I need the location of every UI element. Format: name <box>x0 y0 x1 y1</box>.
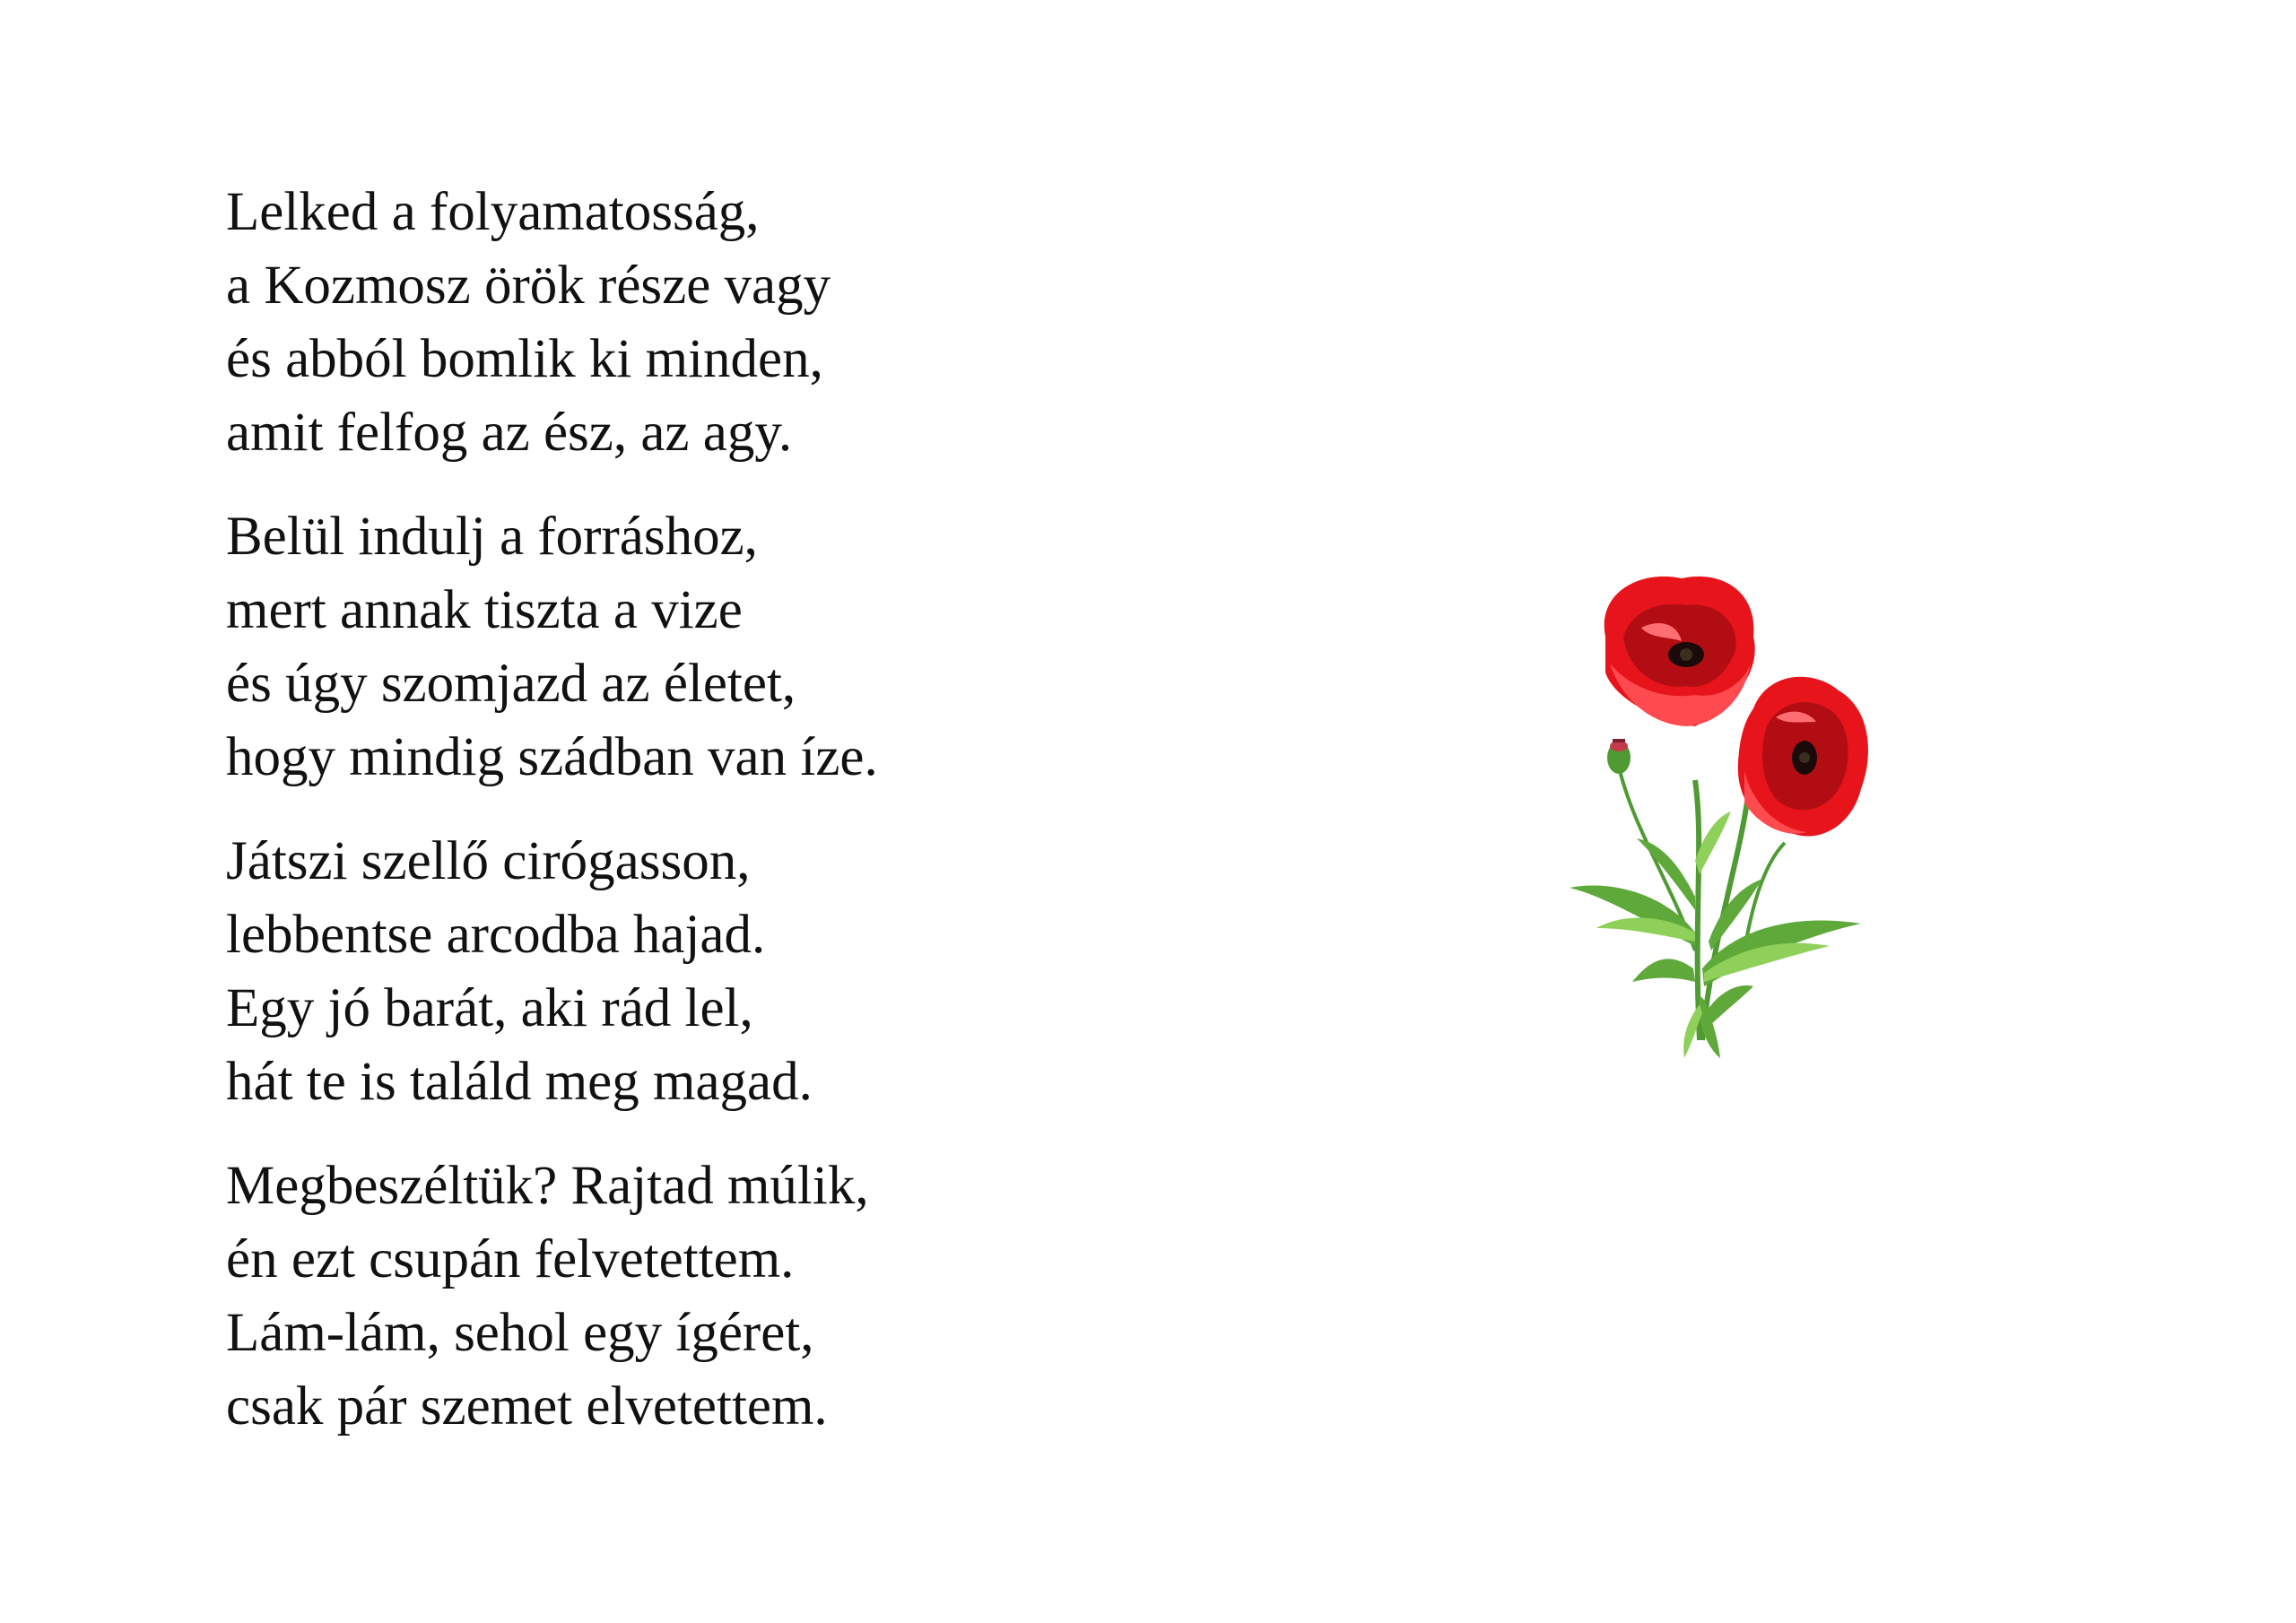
poem-line: Megbeszéltük? Rajtad múlik, <box>226 1156 869 1216</box>
poem-line: Lám-lám, sehol egy ígéret, <box>226 1303 814 1363</box>
poem-line: amit felfog az ész, az agy. <box>226 403 793 463</box>
poem-line: Egy jó barát, aki rád lel, <box>226 978 753 1038</box>
poem <box>226 176 878 1474</box>
poem-line: lebbentse arcodba hajad. <box>226 905 766 965</box>
poem-line: a Kozmosz örök része vagy <box>226 256 831 316</box>
poem-line: Belül indulj a forráshoz, <box>226 507 758 567</box>
poppy-flowers-icon <box>1561 574 1901 1076</box>
poem-line: Lelked a folyamatosság, <box>226 182 760 242</box>
stanza-1 <box>226 176 878 470</box>
poem-line: hát te is találd meg magad. <box>226 1052 813 1112</box>
poem-line: én ezt csupán felvetettem. <box>226 1229 795 1289</box>
stanza-4 <box>226 1150 878 1444</box>
poem-line: mert annak tiszta a vize <box>226 580 743 640</box>
poppy-illustration <box>1561 574 1901 1076</box>
poem-line: Játszi szellő cirógasson, <box>226 831 751 891</box>
stanza-2 <box>226 500 878 794</box>
poem-line: csak pár szemet elvetettem. <box>226 1376 828 1436</box>
poem-line: hogy mindig szádban van íze. <box>226 727 878 787</box>
stanza-3 <box>226 825 878 1119</box>
poem-line: és úgy szomjazd az életet, <box>226 654 796 714</box>
poem-line: és abból bomlik ki minden, <box>226 329 823 389</box>
